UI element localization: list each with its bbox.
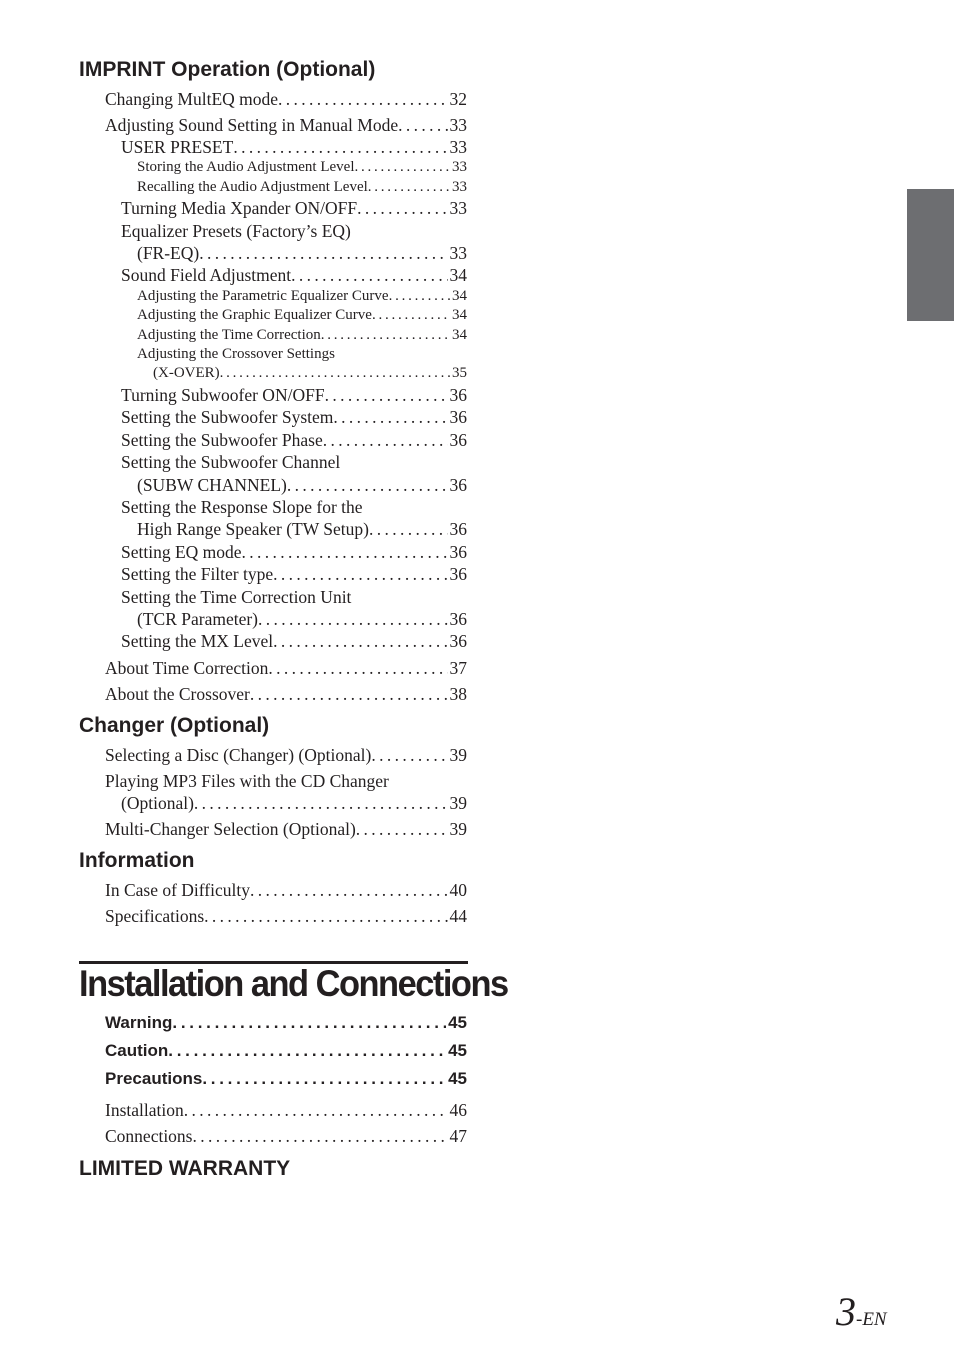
toc-entry-bold[interactable]: Caution . . . 45 — [79, 1037, 467, 1065]
toc-entry-line: Playing MP3 Files with the CD Changer — [105, 770, 389, 791]
toc-entry[interactable]: Adjusting the Parametric Equalizer Curve . . . 34 — [79, 287, 467, 306]
toc-entry[interactable]: (SUBW CHANNEL) . . . 36 — [79, 474, 467, 496]
toc-entry[interactable]: Setting the Subwoofer System . . . 36 — [79, 406, 467, 428]
toc-entry[interactable]: Setting the Filter type . . . 36 — [79, 563, 467, 585]
toc-entry[interactable]: Setting the Subwoofer Phase . . . 36 — [79, 429, 467, 451]
page-number — [836, 1290, 887, 1334]
toc-entry[interactable]: Installation . . . 46 — [79, 1099, 467, 1121]
toc-entry[interactable]: (Optional) . . . 39 — [79, 792, 467, 814]
toc-entry[interactable]: In Case of Difficulty . . . 40 — [79, 879, 467, 901]
toc-entry[interactable]: Connections . . . 47 — [79, 1125, 467, 1147]
page-number-suffix: -EN — [856, 1309, 887, 1330]
section-heading-imprint: IMPRINT Operation (Optional) — [79, 58, 376, 81]
section-heading-warranty: LIMITED WARRANTY — [79, 1157, 291, 1180]
toc-entry[interactable]: Setting the MX Level . . . 36 — [79, 630, 467, 652]
table-of-contents — [79, 56, 467, 927]
toc-entry[interactable]: (X-OVER) . . . 35 — [79, 364, 467, 383]
toc-entry[interactable]: Turning Subwoofer ON/OFF . . . 36 — [79, 384, 467, 406]
toc-entry[interactable]: Multi-Changer Selection (Optional) . . . 39 — [79, 818, 467, 840]
toc-entry-line: Setting the Response Slope for the — [121, 496, 363, 517]
chapter-title: Installation and Connections — [79, 963, 508, 1004]
toc-entry[interactable]: Sound Field Adjustment . . . 34 — [79, 264, 467, 286]
toc-entry[interactable]: Changing MultEQ mode . . . 32 — [79, 88, 467, 110]
toc-entry[interactable]: Turning Media Xpander ON/OFF . . . 33 — [79, 197, 467, 219]
toc-entry[interactable]: Adjusting the Graphic Equalizer Curve . . . 34 — [79, 306, 467, 325]
toc-entry[interactable]: (TCR Parameter) . . . 36 — [79, 608, 467, 630]
toc-entry[interactable]: About Time Correction . . . 37 — [79, 657, 467, 679]
section-tab-marker — [907, 189, 954, 321]
installation-toc — [79, 1009, 467, 1147]
toc-entry[interactable]: USER PRESET . . . 33 — [79, 136, 467, 158]
toc-entry-line: Setting the Subwoofer Channel — [121, 452, 341, 473]
toc-entry[interactable]: Adjusting the Time Correction . . . 34 — [79, 326, 467, 345]
toc-entry[interactable]: Recalling the Audio Adjustment Level . . . 33 — [79, 178, 467, 197]
toc-entry-line: Equalizer Presets (Factory’s EQ) — [121, 220, 351, 241]
toc-entry[interactable]: (FR-EQ) . . . 33 — [79, 242, 467, 264]
toc-entry[interactable]: High Range Speaker (TW Setup) . . . 36 — [79, 518, 467, 540]
toc-entry-line: Adjusting the Crossover Settings — [137, 346, 335, 363]
page-number-value: 3 — [836, 1289, 856, 1334]
toc-entry-line: Setting the Time Correction Unit — [121, 586, 352, 607]
section-heading-changer: Changer (Optional) — [79, 713, 270, 737]
section-heading-information: Information — [79, 848, 195, 872]
toc-entry[interactable]: Setting EQ mode . . . 36 — [79, 541, 467, 563]
toc-entry[interactable]: Storing the Audio Adjustment Level . . . 33 — [79, 158, 467, 177]
toc-entry[interactable]: Adjusting Sound Setting in Manual Mode . . . 33 — [79, 114, 467, 136]
toc-entry-bold[interactable]: Warning . . . 45 — [79, 1009, 467, 1037]
toc-entry[interactable]: Specifications . . . 44 — [79, 905, 467, 927]
toc-entry[interactable]: Selecting a Disc (Changer) (Optional) . . . 39 — [79, 744, 467, 766]
toc-entry-bold[interactable]: Precautions . . . 45 — [79, 1065, 467, 1093]
toc-entry[interactable]: About the Crossover . . . 38 — [79, 683, 467, 705]
